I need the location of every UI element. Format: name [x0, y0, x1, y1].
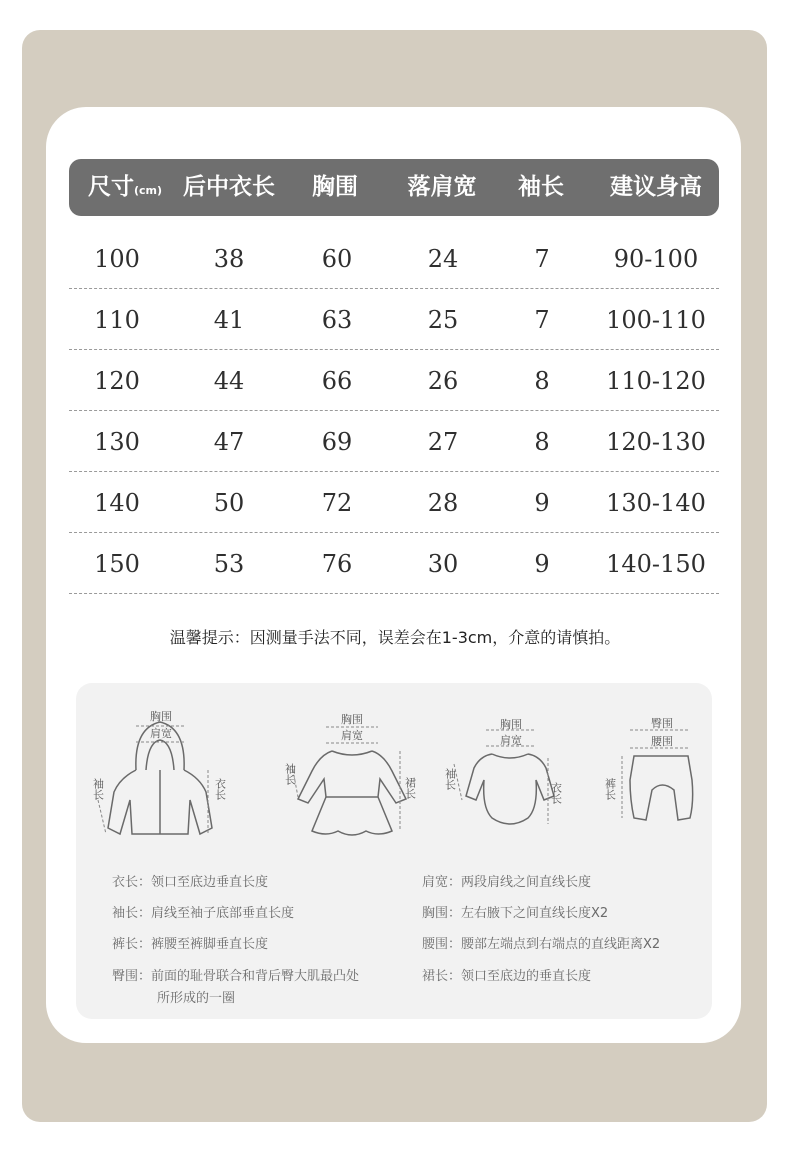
definition-item: 衣长：领口至底边垂直长度 [112, 875, 269, 890]
measurement-tip: 温馨提示：因测量手法不同，误差会在1-3cm，介意的请慎拍。 [169, 628, 621, 647]
cell-shoulder: 25 [427, 306, 459, 334]
romper-diagram [440, 708, 580, 838]
header-sleeve: 袖长 [518, 174, 564, 200]
cell-chest: 76 [321, 550, 353, 578]
definition-item: 裤长：裤腰至裤脚垂直长度 [112, 937, 269, 952]
cell-back-length: 50 [213, 489, 245, 517]
table-row [69, 413, 719, 472]
cell-height: 110-120 [606, 367, 706, 395]
cell-back-length: 47 [213, 428, 245, 456]
cell-size: 120 [94, 367, 140, 395]
header-chest: 胸围 [312, 174, 358, 200]
table-row [69, 535, 719, 594]
cell-back-length: 53 [213, 550, 245, 578]
table-row [69, 474, 719, 533]
cell-height: 100-110 [606, 306, 706, 334]
definition-item: 胸围：左右腋下之间直线长度X2 [422, 906, 609, 921]
pants-hip-label: 臀围 [651, 717, 673, 730]
cell-shoulder: 28 [427, 489, 459, 517]
definition-item: 腰围：腰部左端点到右端点的直线距离X2 [422, 937, 661, 952]
definition-item: 袖长：肩线至袖子底部垂直长度 [112, 906, 295, 921]
cell-height: 90-100 [613, 245, 699, 273]
cell-height: 130-140 [606, 489, 706, 517]
dress-shoulder-label: 肩宽 [341, 729, 363, 742]
jacket-sleeve-label: 袖长 [91, 778, 105, 800]
cell-chest: 72 [321, 489, 353, 517]
cell-size: 130 [94, 428, 140, 456]
pants-waist-label: 腰围 [651, 735, 673, 748]
header-height: 建议身高 [610, 174, 702, 200]
pants-diagram [600, 708, 710, 833]
cell-chest: 63 [321, 306, 353, 334]
cell-size: 110 [94, 306, 140, 334]
cell-back-length: 41 [213, 306, 245, 334]
cell-sleeve: 7 [534, 245, 550, 273]
header-back-length: 后中衣长 [183, 174, 275, 200]
jacket-shoulder-label: 肩宽 [150, 727, 172, 740]
header-size: 尺寸(cm) [87, 174, 163, 200]
cell-sleeve: 9 [534, 550, 550, 578]
cell-back-length: 44 [213, 367, 245, 395]
cell-size: 100 [94, 245, 140, 273]
cell-shoulder: 26 [427, 367, 459, 395]
cell-chest: 60 [321, 245, 353, 273]
dress-chest-label: 胸围 [341, 713, 363, 726]
cell-size: 140 [94, 489, 140, 517]
cell-size: 150 [94, 550, 140, 578]
table-row [69, 352, 719, 411]
romper-length-label: 衣长 [549, 782, 563, 804]
jacket-length-label: 衣长 [213, 778, 227, 800]
cell-height: 120-130 [606, 428, 706, 456]
jacket-chest-label: 胸围 [150, 710, 172, 723]
romper-chest-label: 胸围 [500, 718, 522, 731]
dress-diagram [282, 705, 422, 845]
table-header [69, 159, 719, 216]
table-row [69, 230, 719, 289]
definition-item: 臀围：前面的耻骨联合和背后臀大肌最凸处 [112, 969, 360, 984]
cell-sleeve: 7 [534, 306, 550, 334]
cell-sleeve: 8 [534, 428, 550, 456]
cell-shoulder: 30 [427, 550, 459, 578]
cell-back-length: 38 [213, 245, 245, 273]
cell-height: 140-150 [606, 550, 706, 578]
dress-length-label: 裙长 [403, 777, 417, 799]
cell-shoulder: 24 [427, 245, 459, 273]
definition-item-continuation: 所形成的一圈 [157, 991, 236, 1006]
cell-shoulder: 27 [427, 428, 459, 456]
cell-sleeve: 8 [534, 367, 550, 395]
pants-length-label: 裤长 [603, 778, 617, 800]
romper-sleeve-label: 袖长 [443, 768, 457, 790]
cell-sleeve: 9 [534, 489, 550, 517]
cell-chest: 66 [321, 367, 353, 395]
dress-sleeve-label: 袖长 [283, 763, 297, 785]
table-row [69, 291, 719, 350]
romper-shoulder-label: 肩宽 [500, 734, 522, 747]
definition-item: 裙长：领口至底边的垂直长度 [422, 969, 592, 984]
header-shoulder: 落肩宽 [407, 174, 477, 200]
definition-item: 肩宽：两段肩线之间直线长度 [422, 875, 592, 890]
cell-chest: 69 [321, 428, 353, 456]
jacket-diagram [90, 700, 230, 850]
